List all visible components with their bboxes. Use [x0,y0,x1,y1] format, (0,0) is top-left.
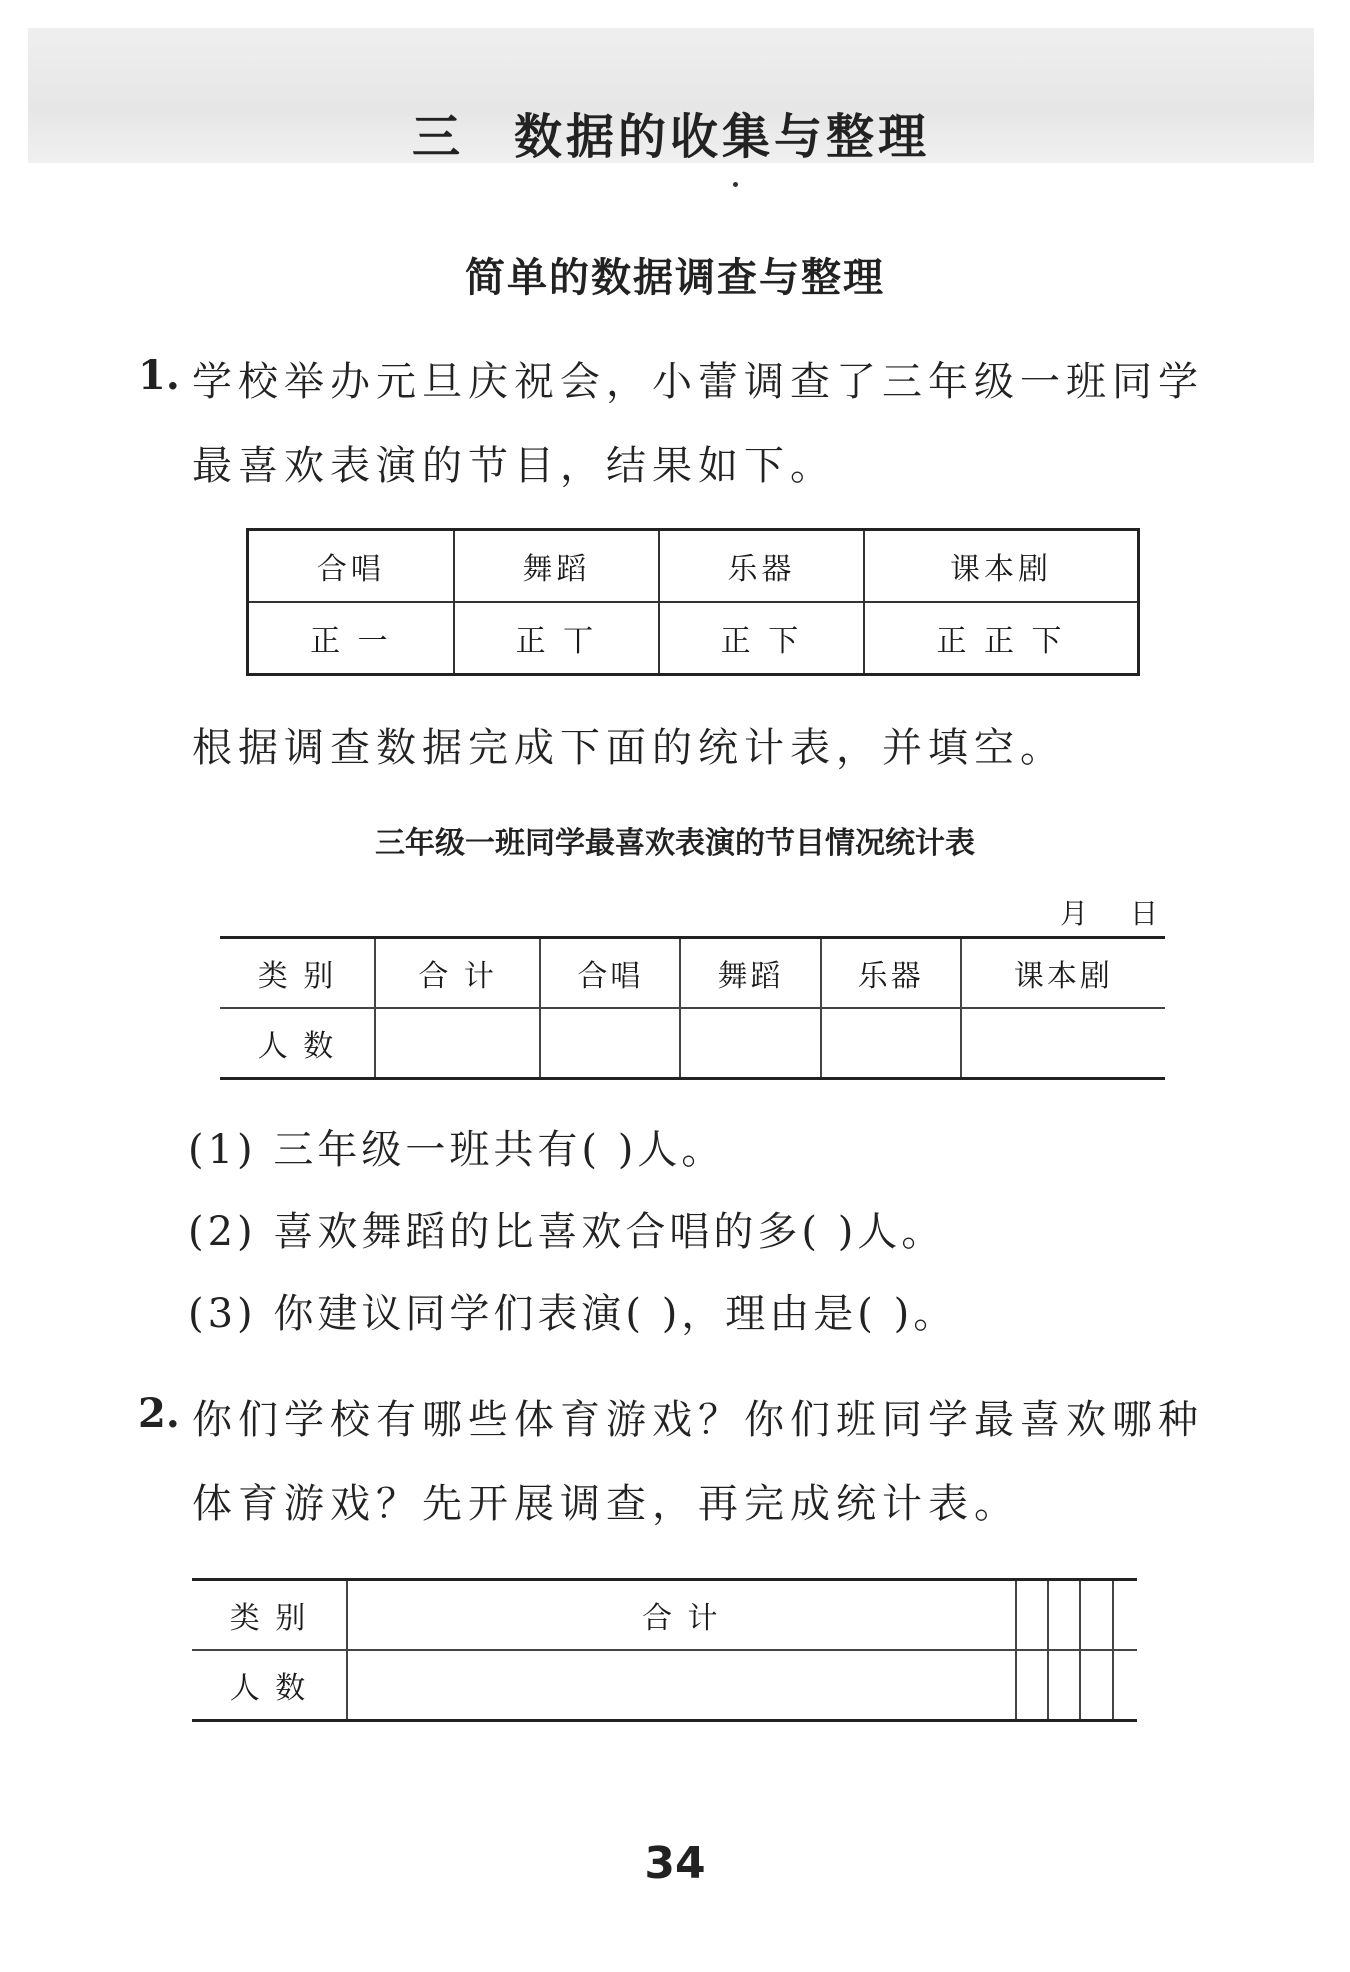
blank-header-cell[interactable] [1113,1580,1137,1651]
tally-header: 舞蹈 [454,530,659,603]
tally-mark: 正 正 下 [864,602,1139,675]
chapter-name: 数据的收集与整理 [514,109,931,165]
date-month: 月 [1060,897,1091,930]
blank-header-cell[interactable] [1048,1580,1080,1651]
tally-table [246,528,1140,676]
header-total: 合 计 [347,1580,1016,1651]
answer-cell-dance[interactable] [680,1008,820,1079]
date-line [1060,892,1160,932]
chapter-number: 三 [411,109,464,165]
tally-mark: 正 一 [248,602,454,675]
answer-cell-instrument[interactable] [821,1008,961,1079]
answer-cell[interactable] [1048,1650,1080,1721]
chapter-title [28,98,1314,167]
question-1-line-2: 最喜欢表演的节目，结果如下。 [192,443,836,489]
statistics-table-1 [220,936,1165,1080]
tally-header: 合唱 [248,530,454,603]
decorative-dot [733,182,738,187]
question-2-number: 2. [138,1390,180,1437]
section-title: 简单的数据调查与整理 [465,255,885,301]
header-total: 合 计 [375,938,540,1009]
date-day: 日 [1130,897,1161,930]
answer-cell[interactable] [1080,1650,1112,1721]
answer-cell-chorus[interactable] [540,1008,680,1079]
page-number: 34 [644,1838,706,1889]
blank-header-cell[interactable] [1016,1580,1048,1651]
header-chorus: 合唱 [540,938,680,1009]
blank-header-cell[interactable] [1080,1580,1112,1651]
answer-cell[interactable] [1016,1650,1048,1721]
tally-header: 乐器 [659,530,864,603]
header-instrument: 乐器 [821,938,961,1009]
header-category: 类 别 [220,938,375,1009]
question-1-instruction: 根据调查数据完成下面的统计表，并填空。 [192,725,1066,771]
statistics-table-title: 三年级一班同学最喜欢表演的节目情况统计表 [375,826,975,861]
header-category: 类 别 [192,1580,347,1651]
tally-header: 课本剧 [864,530,1139,603]
tally-mark: 正 丅 [454,602,659,675]
answer-cell[interactable] [1113,1650,1137,1721]
question-1-line-1: 学校举办元旦庆祝会，小蕾调查了三年级一班同学 [192,359,1204,405]
header-play: 课本剧 [961,938,1165,1009]
question-2-line-2: 体育游戏？先开展调查，再完成统计表。 [192,1481,1020,1527]
sub-question-1: (1) 三年级一班共有( )人。 [188,1127,726,1173]
tally-mark: 正 下 [659,602,864,675]
sub-question-3: (3) 你建议同学们表演( )，理由是( )。 [188,1291,958,1337]
question-2-line-1: 你们学校有哪些体育游戏？你们班同学最喜欢哪种 [192,1397,1204,1443]
answer-cell-total[interactable] [375,1008,540,1079]
sub-question-2: (2) 喜欢舞蹈的比喜欢合唱的多( )人。 [188,1209,946,1255]
statistics-table-2 [192,1578,1137,1722]
answer-cell-total[interactable] [347,1650,1016,1721]
answer-cell-play[interactable] [961,1008,1165,1079]
row-label-count: 人 数 [192,1650,347,1721]
question-1-number: 1. [138,352,180,399]
header-dance: 舞蹈 [680,938,820,1009]
row-label-count: 人 数 [220,1008,375,1079]
